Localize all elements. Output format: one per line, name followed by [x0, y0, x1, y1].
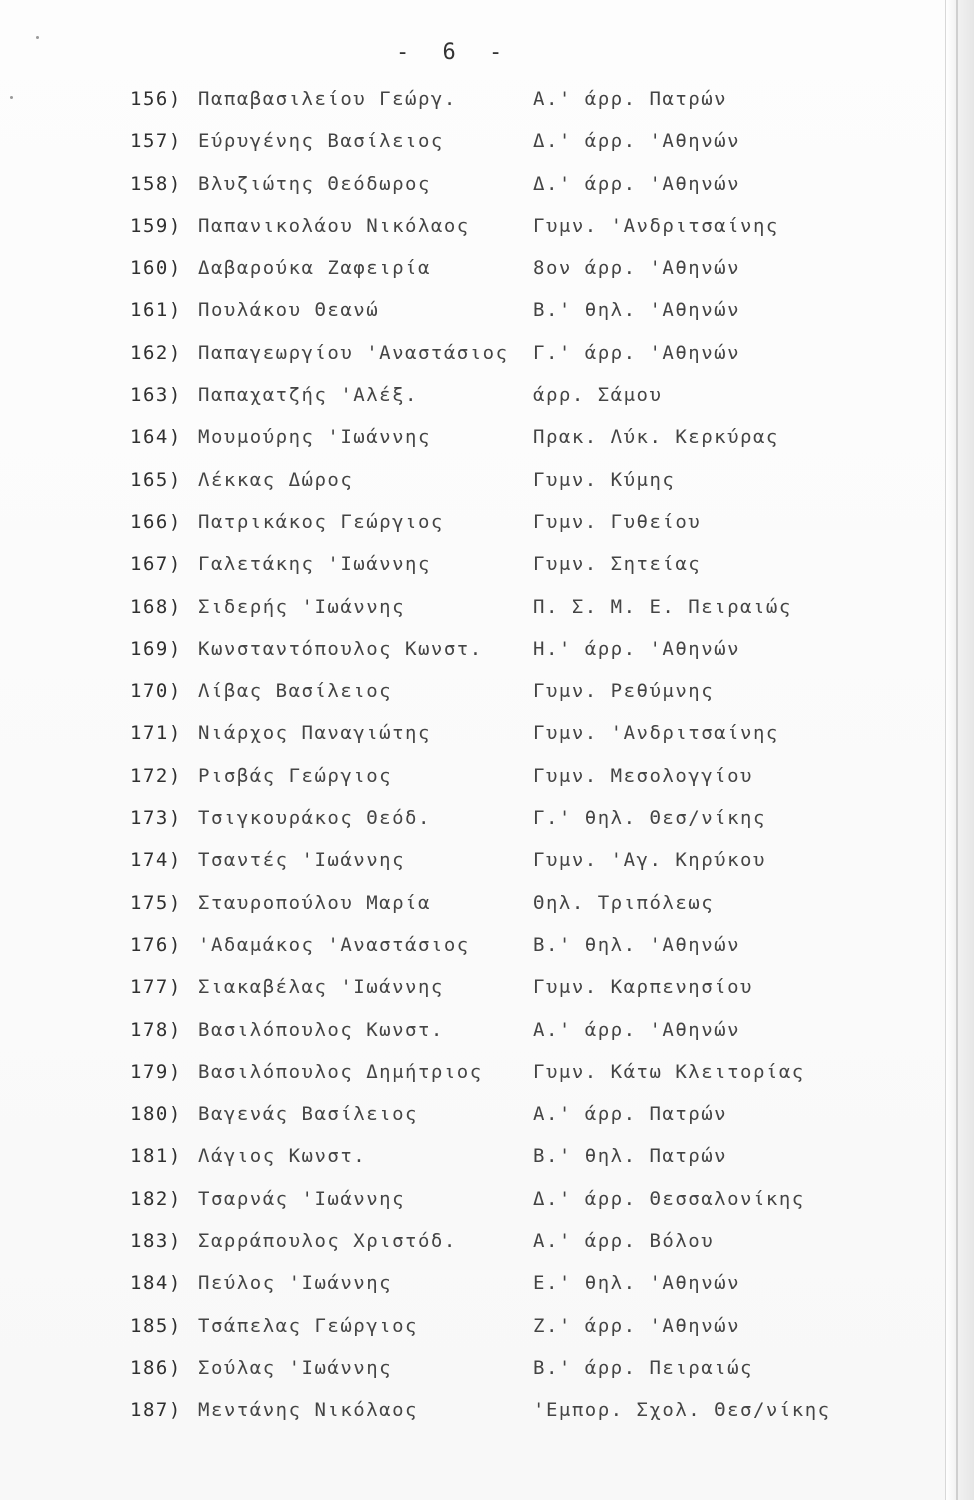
- entry-number: 172): [130, 764, 182, 787]
- entry-number: 167): [130, 553, 182, 576]
- entry-number: 160): [130, 257, 182, 280]
- entry-number: 174): [130, 849, 182, 872]
- entry-name: Νιάρχος Παναγιώτης: [198, 722, 431, 745]
- entry-number: 181): [130, 1145, 182, 1168]
- entry-name: Βλυζιώτης Θεόδωρος: [198, 172, 431, 195]
- entry-number: 180): [130, 1103, 182, 1126]
- list-item: [130, 1093, 890, 1135]
- list-item: [130, 1135, 890, 1177]
- entry-number: 156): [130, 88, 182, 110]
- entry-name: Πεύλος 'Ιωάννης: [198, 1272, 393, 1295]
- entry-name: Πατρικάκος Γεώργιος: [198, 510, 444, 533]
- entry-school: Π. Σ. Μ. Ε. Πειραιώς: [533, 595, 792, 618]
- list-item: [130, 1220, 890, 1262]
- entry-name: Βαγενάς Βασίλειος: [198, 1103, 418, 1126]
- entry-school: Γυμν. Σητείας: [533, 553, 702, 576]
- entry-school: Δ.' άρρ. 'Αθηνών: [533, 172, 741, 195]
- list-item: [130, 459, 890, 501]
- entry-number: 169): [130, 637, 182, 660]
- entry-name: Τσιγκουράκος Θεόδ.: [198, 807, 431, 830]
- list-item: [130, 1051, 890, 1093]
- entry-school: άρρ. Σάμου: [533, 384, 663, 407]
- list-item: [130, 543, 890, 585]
- entry-name: Παπανικολάου Νικόλαος: [198, 214, 470, 237]
- page-number: - 6 -: [396, 40, 513, 65]
- entry-school: Α.' άρρ. Πατρών: [533, 1103, 728, 1126]
- entry-name: Τσάπελας Γεώργιος: [198, 1314, 418, 1337]
- entry-number: 184): [130, 1272, 182, 1295]
- entry-number: 158): [130, 172, 182, 195]
- entry-school: Γυμν. Γυθείου: [533, 510, 702, 533]
- entry-number: 186): [130, 1356, 182, 1379]
- entry-name: Σούλας 'Ιωάννης: [198, 1356, 393, 1379]
- entry-school: Η.' άρρ. 'Αθηνών: [533, 637, 741, 660]
- list-item: [130, 839, 890, 881]
- list-item: [130, 205, 890, 247]
- entry-number: 164): [130, 426, 182, 449]
- entry-school: Γυμν. 'Ανδριτσαίνης: [533, 722, 779, 745]
- list-item: [130, 1178, 890, 1220]
- entry-school: Β.' θηλ. 'Αθηνών: [533, 933, 741, 956]
- list-item: [130, 1305, 890, 1347]
- entry-name: Ρισβάς Γεώργιος: [198, 764, 393, 787]
- entry-number: 173): [130, 807, 182, 830]
- entry-school: Β.' θηλ. Πατρών: [533, 1145, 728, 1168]
- entry-name: Τσαντές 'Ιωάννης: [198, 849, 406, 872]
- entry-number: 187): [130, 1399, 182, 1422]
- entry-school: Α.' άρρ. Πατρών: [533, 88, 728, 110]
- list-item: [130, 882, 890, 924]
- entry-number: 157): [130, 130, 182, 153]
- entry-school: Γυμν. Κύμης: [533, 468, 676, 491]
- entry-school: 'Εμπορ. Σχολ. Θεσ/νίκης: [533, 1399, 831, 1422]
- list-item: [130, 797, 890, 839]
- list-item: [130, 755, 890, 797]
- entry-school: Ε.' θηλ. 'Αθηνών: [533, 1272, 741, 1295]
- list-item: [130, 1262, 890, 1304]
- entry-number: 170): [130, 680, 182, 703]
- entry-number: 176): [130, 933, 182, 956]
- entry-number: 163): [130, 384, 182, 407]
- list-item: [130, 712, 890, 754]
- list-item: [130, 670, 890, 712]
- entry-name: Εύρυγένης Βασίλειος: [198, 130, 444, 153]
- entry-number: 162): [130, 341, 182, 364]
- list-item: [130, 501, 890, 543]
- list-item: [130, 924, 890, 966]
- entry-number: 161): [130, 299, 182, 322]
- entry-school: Β.' άρρ. Πειραιώς: [533, 1356, 753, 1379]
- entry-number: 183): [130, 1230, 182, 1253]
- entry-name: Μεντάνης Νικόλαος: [198, 1399, 418, 1422]
- entry-name: Λάγιος Κωνστ.: [198, 1145, 367, 1168]
- list-item: [130, 416, 890, 458]
- entry-number: 165): [130, 468, 182, 491]
- entry-list: [130, 78, 890, 1432]
- paper-speck: [36, 36, 39, 39]
- list-item: [130, 332, 890, 374]
- entry-school: Α.' άρρ. Βόλου: [533, 1230, 715, 1253]
- entry-name: Γαλετάκης 'Ιωάννης: [198, 553, 431, 576]
- paper-speck: [10, 96, 13, 99]
- entry-number: 179): [130, 1060, 182, 1083]
- entry-name: Δαβαρούκα Ζαφειρία: [198, 257, 431, 280]
- list-item: [130, 289, 890, 331]
- entry-school: Α.' άρρ. 'Αθηνών: [533, 1018, 741, 1041]
- entry-school: Γυμν. Καρπενησίου: [533, 976, 753, 999]
- entry-number: 185): [130, 1314, 182, 1337]
- list-item: [130, 247, 890, 289]
- entry-name: Παπαβασιλείου Γεώργ.: [198, 88, 457, 110]
- entry-school: Γυμν. Μεσολογγίου: [533, 764, 753, 787]
- entry-name: 'Αδαμάκος 'Αναστάσιος: [198, 933, 470, 956]
- entry-number: 175): [130, 891, 182, 914]
- entry-name: Παπαγεωργίου 'Αναστάσιος: [198, 341, 509, 364]
- entry-name: Σιδερής 'Ιωάννης: [198, 595, 406, 618]
- entry-school: Β.' θηλ. 'Αθηνών: [533, 299, 741, 322]
- entry-school: Γυμν. Κάτω Κλειτορίας: [533, 1060, 805, 1083]
- entry-school: Πρακ. Λύκ. Κερκύρας: [533, 426, 779, 449]
- entry-school: Γ.' θηλ. Θεσ/νίκης: [533, 807, 766, 830]
- entry-number: 177): [130, 976, 182, 999]
- entry-number: 182): [130, 1187, 182, 1210]
- entry-school: 8ον άρρ. 'Αθηνών: [533, 257, 741, 280]
- entry-number: 178): [130, 1018, 182, 1041]
- entry-name: Βασιλόπουλος Δημήτριος: [198, 1060, 483, 1083]
- list-item: [130, 1389, 890, 1431]
- entry-name: Πουλάκου Θεανώ: [198, 299, 380, 322]
- entry-school: Γυμν. 'Αγ. Κηρύκου: [533, 849, 766, 872]
- entry-name: Λέκκας Δώρος: [198, 468, 354, 491]
- list-item: [130, 374, 890, 416]
- list-item: [130, 1009, 890, 1051]
- list-item: [130, 628, 890, 670]
- entry-name: Μουμούρης 'Ιωάννης: [198, 426, 431, 449]
- entry-number: 159): [130, 214, 182, 237]
- list-item: [130, 78, 890, 120]
- entry-school: Δ.' άρρ. Θεσσαλονίκης: [533, 1187, 805, 1210]
- list-item: [130, 966, 890, 1008]
- list-item: [130, 1347, 890, 1389]
- entry-name: Σιακαβέλας 'Ιωάννης: [198, 976, 444, 999]
- entry-school: Γυμν. Ρεθύμνης: [533, 680, 715, 703]
- entry-school: Ζ.' άρρ. 'Αθηνών: [533, 1314, 741, 1337]
- entry-school: Δ.' άρρ. 'Αθηνών: [533, 130, 741, 153]
- entry-number: 171): [130, 722, 182, 745]
- page-edge-line: [956, 0, 958, 1500]
- entry-school: Γ.' άρρ. 'Αθηνών: [533, 341, 741, 364]
- entry-name: Κωνσταντόπουλος Κωνστ.: [198, 637, 483, 660]
- entry-name: Σταυροπούλου Μαρία: [198, 891, 431, 914]
- page-edge-shadow: [945, 0, 974, 1500]
- entry-name: Τσαρνάς 'Ιωάννης: [198, 1187, 406, 1210]
- entry-name: Σαρράπουλος Χριστόδ.: [198, 1230, 457, 1253]
- list-item: [130, 586, 890, 628]
- list-item: [130, 120, 890, 162]
- list-item: [130, 163, 890, 205]
- entry-name: Παπαχατζής 'Αλέξ.: [198, 384, 418, 407]
- entry-name: Βασιλόπουλος Κωνστ.: [198, 1018, 444, 1041]
- entry-school: Θηλ. Τριπόλεως: [533, 891, 715, 914]
- entry-name: Λίβας Βασίλειος: [198, 680, 393, 703]
- entry-number: 168): [130, 595, 182, 618]
- entry-number: 166): [130, 510, 182, 533]
- entry-school: Γυμν. 'Ανδριτσαίνης: [533, 214, 779, 237]
